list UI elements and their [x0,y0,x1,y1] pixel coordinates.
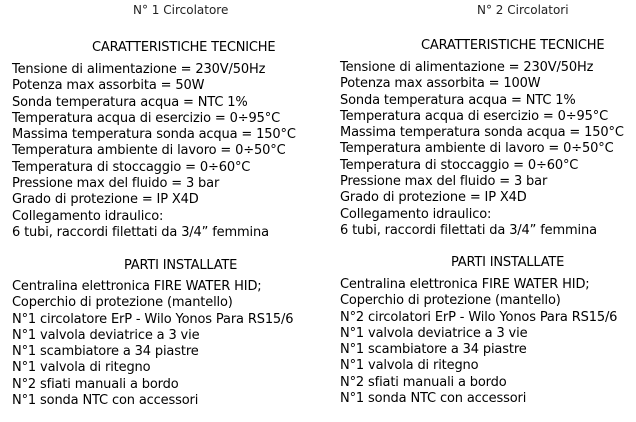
spec-item: Sonda temperatura acqua = NTC 1% [12,94,248,110]
spec-item: Temperatura di stoccaggio = 0÷60°C [12,159,251,175]
spec-item: Grado di protezione = IP X4D [12,192,199,208]
technical-specs-list [12,62,296,241]
technical-specs-heading: CARATTERISTICHE TECNICHE [421,38,605,53]
part-item: Coperchio di protezione (mantello) [12,295,233,311]
spec-item: Pressione max del fluido = 3 bar [12,176,220,192]
part-item: Centralina elettronica FIRE WATER HID; [340,277,590,292]
part-item: N°2 circolatori ErP - Wilo Yonos Para RS15/6 [340,309,618,325]
technical-specs-heading: CARATTERISTICHE TECNICHE [92,40,276,55]
spec-item: Tensione di alimentazione = 230V/50Hz [12,62,266,77]
spec-item: 6 tubi, raccordi filettati da 3/4” femmina [12,224,269,240]
part-item: N°1 circolatore ErP - Wilo Yonos Para RS15/6 [12,311,294,327]
spec-item: Collegamento idraulico: [12,208,164,224]
column-two-circulators [326,0,636,422]
installed-parts-list [12,279,293,409]
part-item: Centralina elettronica FIRE WATER HID; [12,279,262,294]
spec-item: Temperatura acqua di esercizio = 0÷95°C [12,110,281,126]
spec-item: Temperatura acqua di esercizio = 0÷95°C [340,108,609,124]
part-item: N°1 scambiatore a 34 piastre [12,344,199,360]
part-item: N°1 sonda NTC con accessori [340,391,527,407]
part-item: Coperchio di protezione (mantello) [340,293,561,309]
spec-item: 6 tubi, raccordi filettati da 3/4” femmina [340,222,597,238]
part-item: N°1 valvola di ritegno [340,358,479,374]
spec-item: Massima temperatura sonda acqua = 150°C [340,125,624,141]
spec-item: Temperatura ambiente di lavoro = 0÷50°C [12,143,286,159]
spec-item: Temperatura ambiente di lavoro = 0÷50°C [340,141,614,157]
part-item: N°2 sfiati manuali a bordo [12,376,179,392]
part-item: N°1 scambiatore a 34 piastre [340,342,527,358]
installed-parts-heading: PARTI INSTALLATE [451,255,565,270]
column-title: N° 2 Circolatori [477,3,569,17]
part-item: N°1 valvola di ritegno [12,360,151,376]
technical-specs-list [340,60,624,239]
part-item: N°1 sonda NTC con accessori [12,393,199,409]
spec-item: Temperatura di stoccaggio = 0÷60°C [340,157,579,173]
part-item: N°1 valvola deviatrice a 3 vie [340,325,528,341]
spec-item: Potenza max assorbita = 100W [340,76,541,92]
spec-item: Grado di protezione = IP X4D [340,190,527,206]
installed-parts-list [340,277,617,407]
spec-item: Massima temperatura sonda acqua = 150°C [12,127,296,143]
spec-item: Potenza max assorbita = 50W [12,78,205,94]
spec-item: Tensione di alimentazione = 230V/50Hz [340,60,594,75]
column-title: N° 1 Circolatore [133,3,229,17]
part-item: N°1 valvola deviatrice a 3 vie [12,327,200,343]
spec-item: Sonda temperatura acqua = NTC 1% [340,92,576,108]
spec-item: Collegamento idraulico: [340,206,492,222]
installed-parts-heading: PARTI INSTALLATE [124,258,238,273]
spec-item: Pressione max del fluido = 3 bar [340,174,548,190]
part-item: N°2 sfiati manuali a bordo [340,374,507,390]
